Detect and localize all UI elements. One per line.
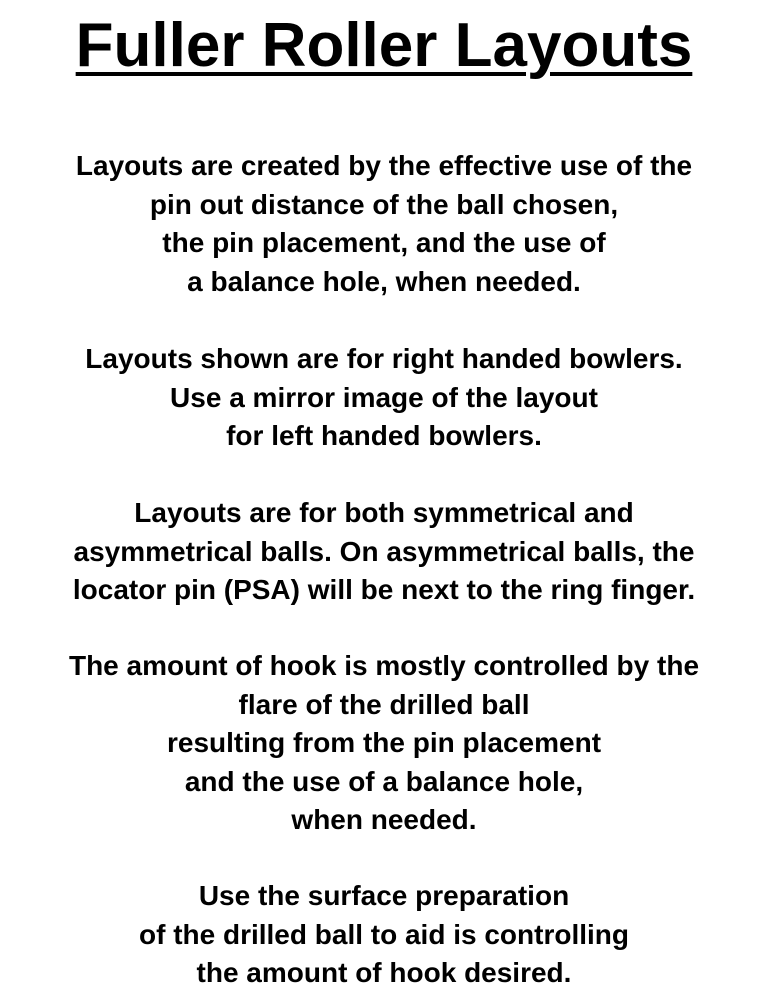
paragraph-line: flare of the drilled ball (238, 688, 530, 720)
paragraph-line: when needed. (291, 804, 477, 835)
paragraph-line: the pin placement, and the use of (162, 227, 606, 258)
paragraph-line: locator pin (PSA) will be next to the ring finger. (72, 574, 696, 605)
paragraph-line: and the use of a balance hole, (184, 765, 584, 797)
paragraph-layout-creation (0, 147, 768, 301)
paragraph-line: the amount of hook desired. (196, 957, 572, 988)
paragraph-handedness (0, 340, 768, 456)
paragraph-hook-control (0, 647, 768, 840)
paragraph-line: Layouts shown are for right handed bowlers. (85, 343, 683, 374)
paragraph-line: asymmetrical balls. On asymmetrical balls, the (73, 535, 695, 567)
paragraph-line: Layouts are created by the effective use of the (75, 150, 693, 181)
paragraph-surface-preparation (0, 877, 768, 993)
paragraph-line: a balance hole, when needed. (187, 265, 581, 297)
paragraph-line: Use a mirror image of the layout (170, 381, 598, 413)
page-title: Fuller Roller Layouts (75, 11, 693, 80)
paragraph-line: The amount of hook is mostly controlled by the (68, 650, 700, 681)
paragraph-line: Use the surface preparation (198, 880, 570, 911)
paragraph-line: pin out distance of the ball chosen, (149, 188, 619, 220)
paragraph-line: of the drilled ball to aid is controlling (138, 918, 629, 950)
paragraph-line: Layouts are for both symmetrical and (134, 497, 634, 528)
paragraph-ball-types (0, 494, 768, 610)
paragraph-line: resulting from the pin placement (166, 727, 602, 758)
paragraph-line: for left handed bowlers. (226, 420, 542, 451)
